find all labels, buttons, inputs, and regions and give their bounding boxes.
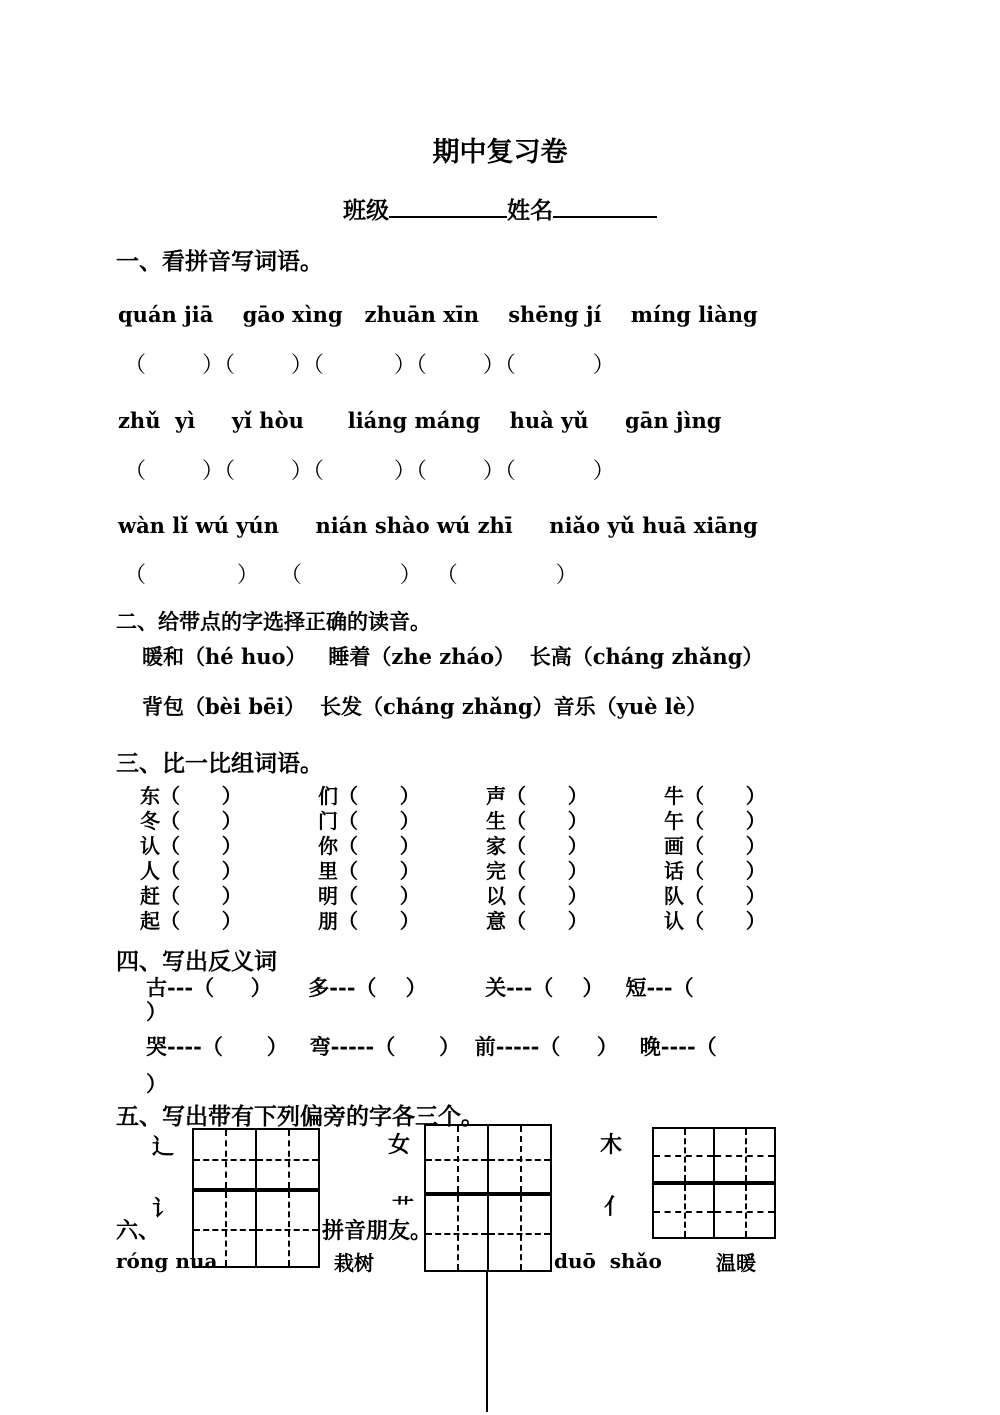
tianzige-cell[interactable] <box>255 1192 318 1266</box>
s1-pinyin-row-2: zhǔ yì yǐ hòu liáng máng huà yǔ gān jìng <box>118 408 722 433</box>
s1-brackets-row-2[interactable]: （ ）（ ）（ ）（ ）（ ） <box>124 459 615 484</box>
s3-cell[interactable]: 以（ ） <box>486 884 588 908</box>
tianzige-cell[interactable] <box>194 1130 255 1188</box>
tianzige-cell[interactable] <box>713 1129 774 1181</box>
s3-cell[interactable]: 认（ ） <box>140 834 242 858</box>
table-row <box>140 782 880 807</box>
section-5-heading: 五、写出带有下列偏旁的字各三个。 <box>116 1103 484 1130</box>
tianzige-cell[interactable] <box>487 1196 550 1270</box>
s3-cell[interactable]: 生（ ） <box>486 809 588 833</box>
name-blank-line[interactable] <box>553 192 657 218</box>
s3-cell[interactable]: 里（ ） <box>318 859 420 883</box>
section-1-heading: 一、看拼音写词语。 <box>116 248 323 275</box>
table-row <box>140 807 880 832</box>
s3-word-pair-grid <box>140 782 880 932</box>
radical-nu: 女 <box>388 1132 411 1158</box>
bottom-label-wennuan: 温暖 <box>716 1251 756 1275</box>
s3-cell[interactable]: 人（ ） <box>140 859 242 883</box>
section-6-tail: 拼音朋友。 <box>322 1218 433 1244</box>
radical-cao: 艹 <box>392 1195 415 1221</box>
s3-cell[interactable]: 家（ ） <box>486 834 588 858</box>
s3-cell[interactable]: 冬（ ） <box>140 809 242 833</box>
tianzige-cell[interactable] <box>654 1185 713 1237</box>
s3-cell[interactable]: 你（ ） <box>318 834 420 858</box>
section-3-heading: 三、比一比组词语。 <box>116 750 323 777</box>
tianzige-cell[interactable] <box>255 1130 318 1188</box>
section-2-heading: 二、给带点的字选择正确的读音。 <box>116 609 431 634</box>
tianzige-cell[interactable] <box>426 1126 487 1192</box>
name-bar <box>0 192 1000 225</box>
s3-cell[interactable]: 明（ ） <box>318 884 420 908</box>
tianzige-grid-right-top[interactable] <box>652 1127 776 1183</box>
table-row <box>140 832 880 857</box>
radical-yan: 讠 <box>152 1196 175 1222</box>
vertical-divider-line <box>486 1272 488 1412</box>
s1-brackets-row-1[interactable]: （ ）（ ）（ ）（ ）（ ） <box>124 353 615 378</box>
radical-ren: 亻 <box>604 1194 627 1220</box>
s4-line-2-wrap: ） <box>146 1071 167 1096</box>
s3-cell[interactable]: 完（ ） <box>486 859 588 883</box>
tianzige-cell[interactable] <box>654 1129 713 1181</box>
table-row <box>140 857 880 882</box>
tianzige-cell[interactable] <box>713 1185 774 1237</box>
bottom-label-zaishu: 栽树 <box>334 1251 374 1275</box>
bottom-label-rong-nua: róng nua <box>116 1249 218 1273</box>
s3-cell[interactable]: 东（ ） <box>140 784 242 808</box>
s1-pinyin-row-3: wàn lǐ wú yún nián shào wú zhī niǎo yǔ huā xiāng <box>118 513 758 538</box>
s4-line-1[interactable]: 古---（ ） 多---（ ） 关---（ ） 短---（ <box>146 975 694 1000</box>
s3-cell[interactable]: 队（ ） <box>664 884 766 908</box>
tianzige-grid-right-bottom[interactable] <box>652 1183 776 1239</box>
s1-brackets-row-3[interactable]: （ ） （ ） （ ） <box>124 563 578 588</box>
s4-line-2[interactable]: 哭----（ ） 弯-----（ ） 前-----（ ） 晚----（ <box>146 1034 717 1059</box>
s3-cell[interactable]: 认（ ） <box>664 909 766 933</box>
s3-cell[interactable]: 朋（ ） <box>318 909 420 933</box>
table-row <box>140 907 880 932</box>
s3-cell[interactable]: 画（ ） <box>664 834 766 858</box>
s3-cell[interactable]: 意（ ） <box>486 909 588 933</box>
name-label: 姓名 <box>507 197 553 225</box>
bottom-label-duoshao: duō shǎo <box>554 1249 662 1273</box>
s3-cell[interactable]: 们（ ） <box>318 784 420 808</box>
s2-line-2[interactable]: 背包（bèi bēi） 长发（cháng zhǎng）音乐（yuè lè） <box>142 694 708 719</box>
s3-cell[interactable]: 牛（ ） <box>664 784 766 808</box>
class-label: 班级 <box>343 197 389 225</box>
s3-cell[interactable]: 午（ ） <box>664 809 766 833</box>
s3-cell[interactable]: 门（ ） <box>318 809 420 833</box>
section-6-heading: 六、 <box>116 1218 161 1244</box>
s3-cell[interactable]: 话（ ） <box>664 859 766 883</box>
s3-cell[interactable]: 起（ ） <box>140 909 242 933</box>
tianzige-grid-middle-bottom[interactable] <box>424 1194 552 1272</box>
tianzige-cell[interactable] <box>426 1196 487 1270</box>
table-row <box>140 882 880 907</box>
tianzige-cell[interactable] <box>487 1126 550 1192</box>
tianzige-grid-middle-top[interactable] <box>424 1124 552 1194</box>
s3-cell[interactable]: 声（ ） <box>486 784 588 808</box>
page-title: 期中复习卷 <box>432 137 568 168</box>
class-blank-line[interactable] <box>389 192 507 218</box>
s3-cell[interactable]: 赶（ ） <box>140 884 242 908</box>
s1-pinyin-row-1: quán jiā gāo xìng zhuān xīn shēng jí míng liàng <box>118 302 758 327</box>
radical-mu: 木 <box>600 1132 623 1158</box>
s4-line-1-wrap: ） <box>146 999 167 1024</box>
s2-line-1[interactable]: 暖和（hé huo） 睡着（zhe zháo） 长高（cháng zhǎng） <box>142 644 764 669</box>
section-4-heading: 四、写出反义词 <box>116 948 277 975</box>
tianzige-grid-left-top[interactable] <box>192 1128 320 1190</box>
radical-chuo: 辶 <box>152 1134 175 1160</box>
